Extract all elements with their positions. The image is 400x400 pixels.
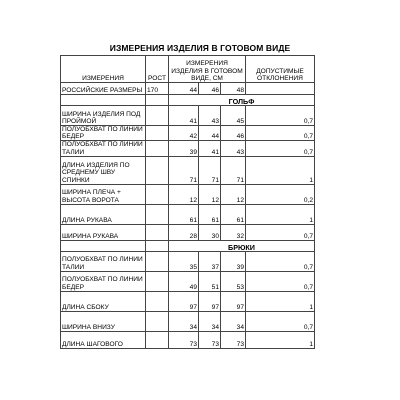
- table-row: [61, 106, 315, 126]
- tolerance-value: 1: [246, 204, 315, 224]
- value-size-3: 71: [221, 156, 246, 184]
- tolerance-value: 0,7: [246, 106, 315, 126]
- section-row: [61, 95, 315, 106]
- table-header-row: [61, 56, 315, 83]
- rost-cell: [146, 291, 169, 311]
- section-empty-cell: [61, 240, 146, 251]
- value-size-1: 35: [169, 251, 199, 271]
- size-46: 46: [199, 83, 221, 95]
- header-tolerance: ДОПУСТИМЫЕ ОТКЛОНЕНИЯ: [246, 56, 315, 83]
- table-row: [61, 291, 315, 311]
- table-row: [61, 126, 315, 141]
- measure-label: ШИРИНА ПЛЕЧА + ВЫСОТА ВОРОТА: [61, 184, 146, 204]
- table-row: [61, 224, 315, 240]
- value-size-2: 41: [199, 141, 221, 156]
- value-size-2: 97: [199, 291, 221, 311]
- table-row: [61, 156, 315, 184]
- sizes-tolerance-empty: [246, 83, 315, 95]
- value-size-2: 30: [199, 224, 221, 240]
- value-size-3: 12: [221, 184, 246, 204]
- measure-label: ШИРИНА РУКАВА: [61, 224, 146, 240]
- measure-label: ПОЛУОБХВАТ ПО ЛИНИИ ТАЛИИ: [61, 141, 146, 156]
- value-size-1: 42: [169, 126, 199, 141]
- section-title: ГОЛЬФ: [169, 95, 315, 106]
- size-48: 48: [221, 83, 246, 95]
- table-row: [61, 141, 315, 156]
- value-size-1: 97: [169, 291, 199, 311]
- value-size-2: 43: [199, 106, 221, 126]
- rost-cell: [146, 251, 169, 271]
- header-measure: ИЗМЕРЕНИЯ: [61, 56, 146, 83]
- tolerance-value: 0,7: [246, 251, 315, 271]
- value-size-1: 28: [169, 224, 199, 240]
- value-size-2: 61: [199, 204, 221, 224]
- value-size-1: 73: [169, 331, 199, 348]
- value-size-2: 51: [199, 271, 221, 291]
- value-size-2: 34: [199, 311, 221, 331]
- tolerance-value: 1: [246, 291, 315, 311]
- measure-label: ДЛИНА СБОКУ: [61, 291, 146, 311]
- measure-label: ПОЛУОБХВАТ ПО ЛИНИИ ТАЛИИ: [61, 251, 146, 271]
- measure-label: ШИРИНА ИЗДЕЛИЯ ПОД ПРОЙМОЙ: [61, 106, 146, 126]
- table-row: [61, 184, 315, 204]
- value-size-3: 53: [221, 271, 246, 291]
- value-size-1: 71: [169, 156, 199, 184]
- measure-label: ДЛИНА РУКАВА: [61, 204, 146, 224]
- tolerance-value: 0,2: [246, 184, 315, 204]
- value-size-3: 34: [221, 311, 246, 331]
- tolerance-value: 0,7: [246, 126, 315, 141]
- value-size-1: 41: [169, 106, 199, 126]
- value-size-3: 97: [221, 291, 246, 311]
- rost-cell: [146, 224, 169, 240]
- value-size-1: 61: [169, 204, 199, 224]
- section-empty-cell: [146, 95, 169, 106]
- sizes-row: [61, 83, 315, 95]
- header-sizes: ИЗМЕРЕНИЯ ИЗДЕЛИЯ В ГОТОВОМ ВИДЕ, СМ: [169, 56, 246, 83]
- tolerance-value: 0,7: [246, 311, 315, 331]
- rost-cell: [146, 156, 169, 184]
- rost-cell: [146, 204, 169, 224]
- value-size-1: 39: [169, 141, 199, 156]
- section-title: БРЮКИ: [169, 240, 315, 251]
- header-rost: РОСТ: [146, 56, 169, 83]
- rost-cell: [146, 271, 169, 291]
- value-size-3: 45: [221, 106, 246, 126]
- value-size-1: 34: [169, 311, 199, 331]
- value-size-2: 44: [199, 126, 221, 141]
- tolerance-value: 1: [246, 156, 315, 184]
- measure-label: ДЛИНА ШАГОВОГО: [61, 331, 146, 348]
- size-44: 44: [169, 83, 199, 95]
- measure-label: ПОЛУОБХВАТ ПО ЛИНИИ БЕДЕР: [61, 126, 146, 141]
- value-size-1: 12: [169, 184, 199, 204]
- value-size-1: 49: [169, 271, 199, 291]
- tolerance-value: 0,7: [246, 141, 315, 156]
- value-size-2: 12: [199, 184, 221, 204]
- value-size-3: 73: [221, 331, 246, 348]
- rost-cell: [146, 184, 169, 204]
- measure-label: ШИРИНА ВНИЗУ: [61, 311, 146, 331]
- table-row: [61, 331, 315, 348]
- table-row: [61, 311, 315, 331]
- value-size-3: 43: [221, 141, 246, 156]
- rost-cell: [146, 141, 169, 156]
- value-size-3: 39: [221, 251, 246, 271]
- value-size-3: 46: [221, 126, 246, 141]
- value-size-2: 73: [199, 331, 221, 348]
- rost-cell: [146, 331, 169, 348]
- tolerance-value: 1: [246, 331, 315, 348]
- rost-cell: [146, 106, 169, 126]
- section-empty-cell: [61, 95, 146, 106]
- section-row: [61, 240, 315, 251]
- tolerance-value: 0,7: [246, 224, 315, 240]
- section-empty-cell: [146, 240, 169, 251]
- rost-cell: [146, 126, 169, 141]
- value-size-2: 37: [199, 251, 221, 271]
- measurement-table: [60, 55, 315, 349]
- table-row: [61, 271, 315, 291]
- measure-label: ПОЛУОБХВАТ ПО ЛИНИИ БЕДЕР: [61, 271, 146, 291]
- tolerance-value: 0,7: [246, 271, 315, 291]
- table-row: [61, 251, 315, 271]
- value-size-3: 61: [221, 204, 246, 224]
- sizes-label: РОССИЙСКИЕ РАЗМЕРЫ: [61, 83, 146, 95]
- measure-label: ДЛИНА ИЗДЕЛИЯ ПО СРЕДНЕМУ ШВУ СПИНКИ: [61, 156, 146, 184]
- value-size-3: 32: [221, 224, 246, 240]
- value-size-2: 71: [199, 156, 221, 184]
- table-row: [61, 204, 315, 224]
- page-title: ИЗМЕРЕНИЯ ИЗДЕЛИЯ В ГОТОВОМ ВИДЕ: [109, 43, 291, 53]
- rost-value: 170: [146, 83, 169, 95]
- rost-cell: [146, 311, 169, 331]
